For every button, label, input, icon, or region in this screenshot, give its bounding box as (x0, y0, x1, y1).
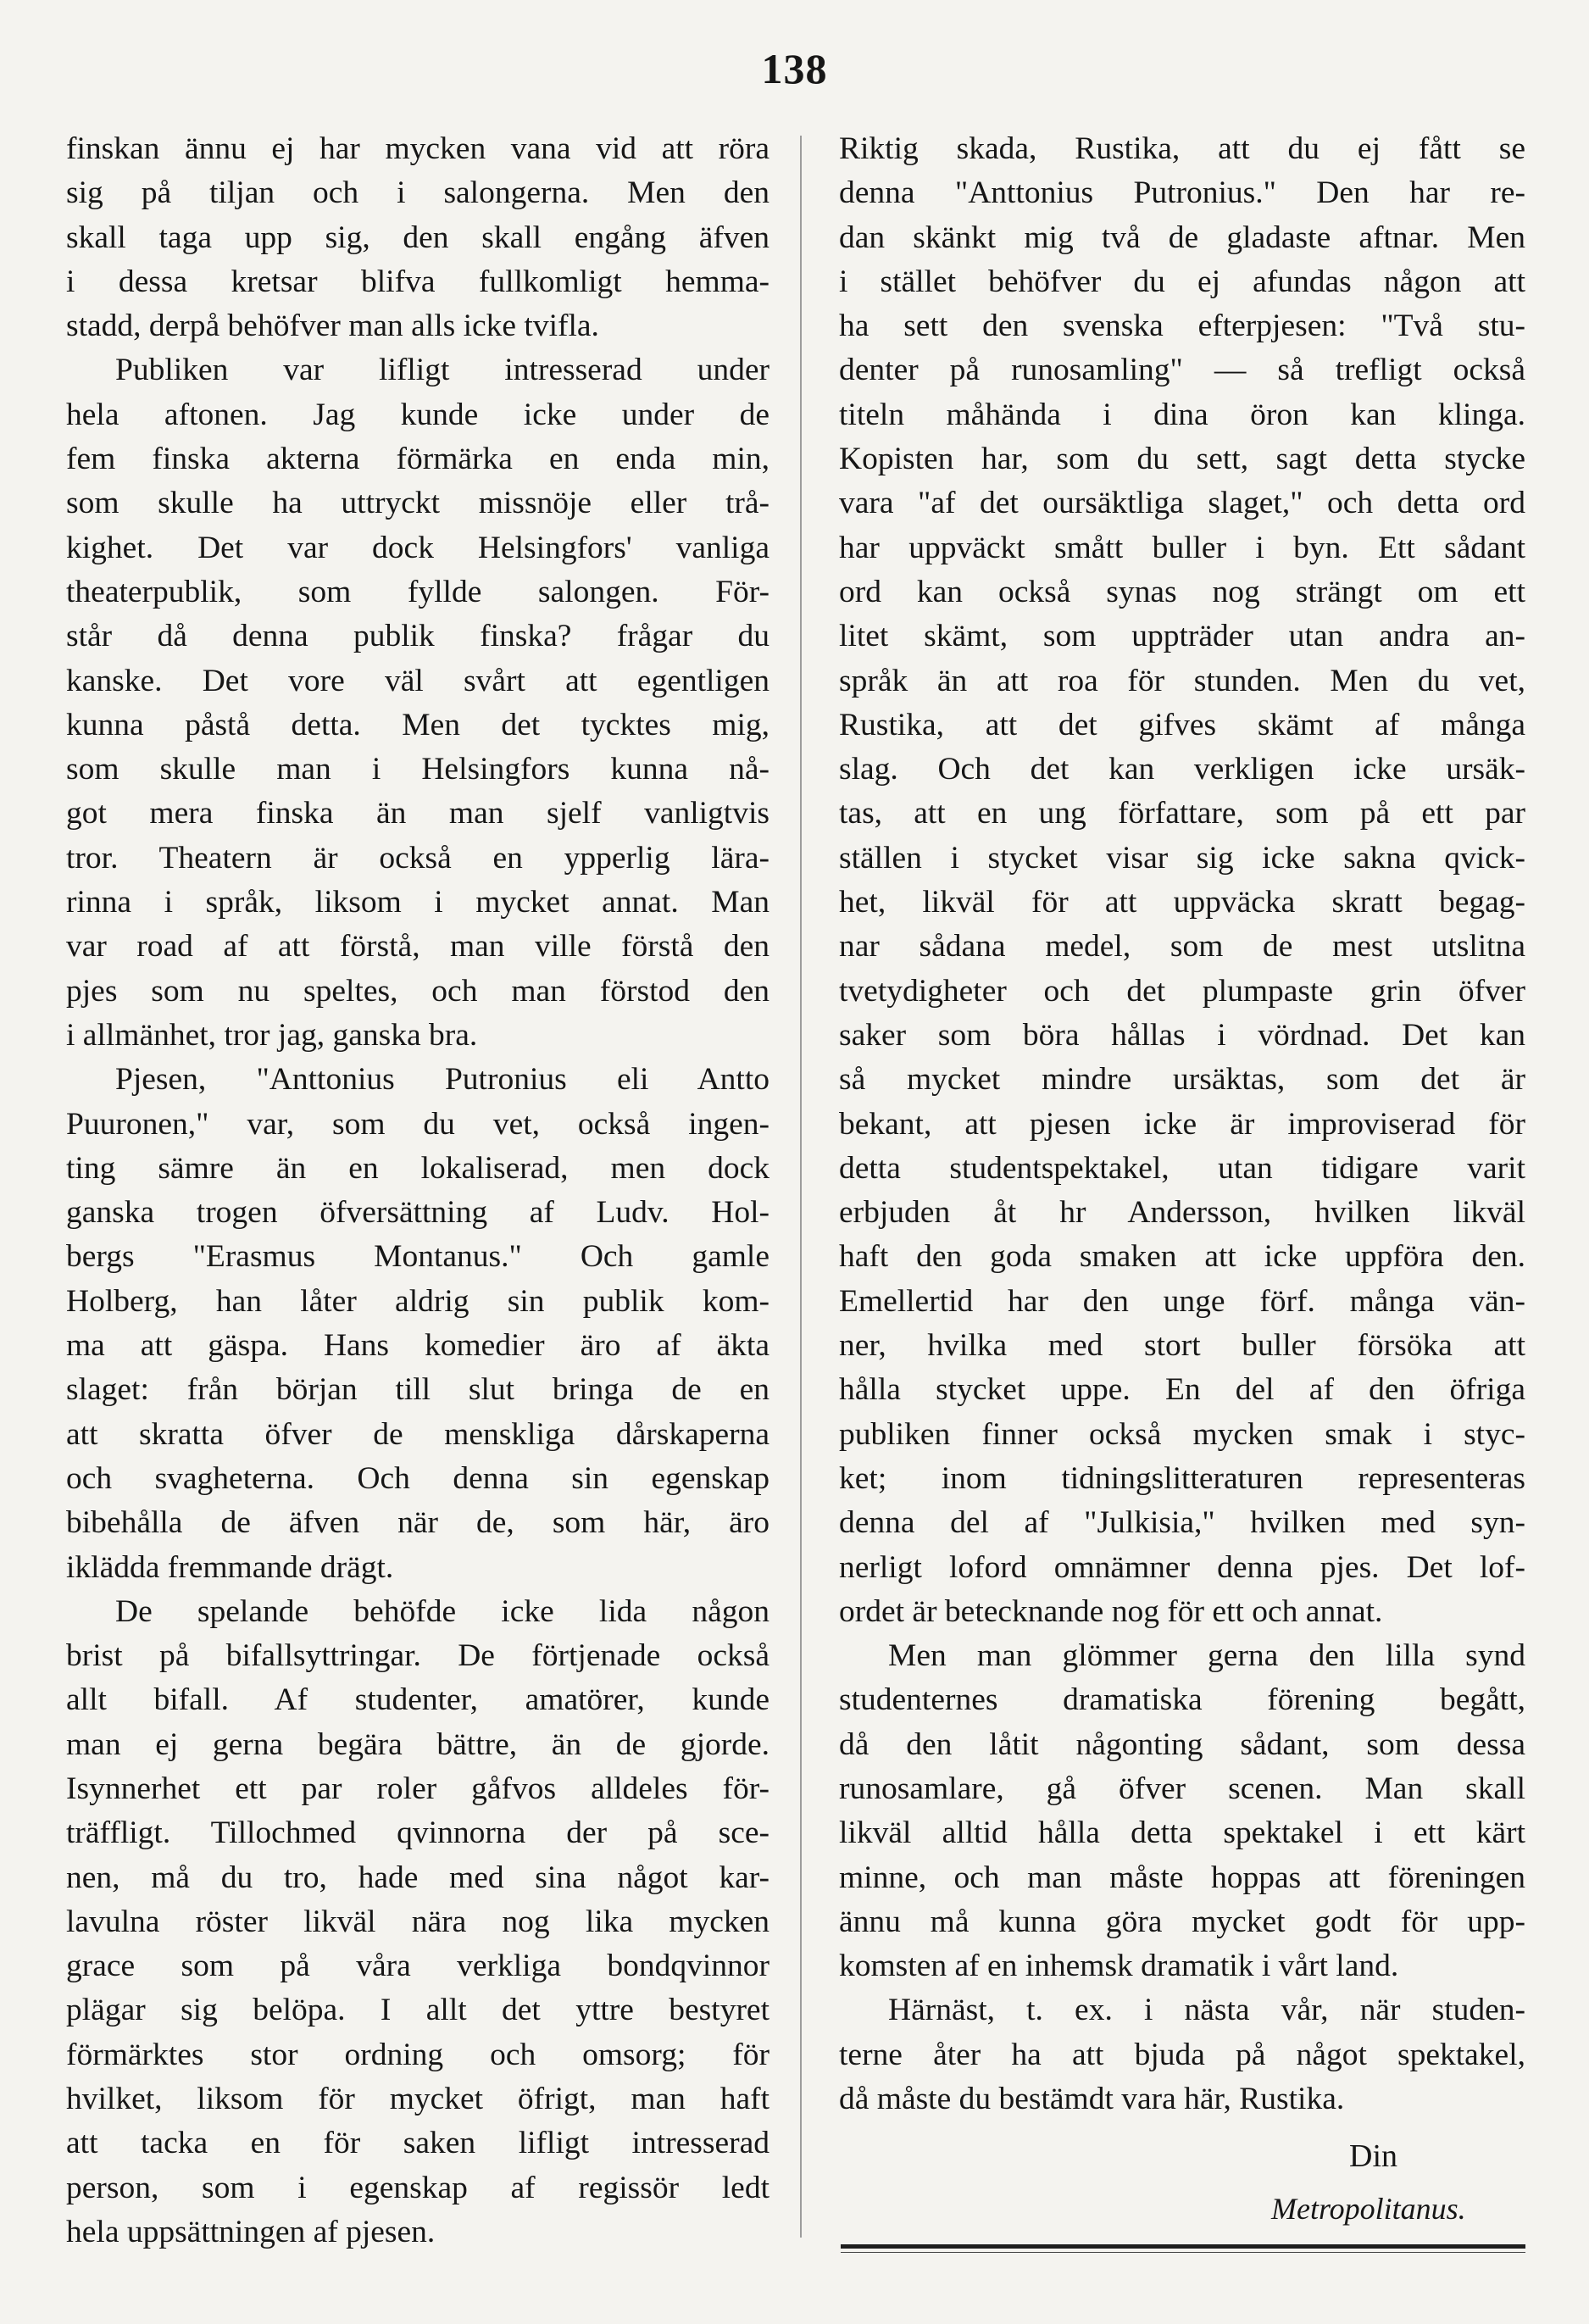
text-line: iklädda fremmande drägt. (66, 1549, 394, 1585)
text-line: likväl alltid hålla detta spektakel i ett kärt (839, 1815, 1525, 1851)
text-line: bergs "Erasmus Montanus." Och gamle (66, 1239, 769, 1275)
text-line: ordet är betecknande nog för ett och annat. (839, 1593, 1383, 1629)
text-line: hela uppsättningen af pjesen. (66, 2214, 436, 2249)
text-line: De spelande behöfde icke lida någon (115, 1593, 769, 1629)
text-line: som skulle ha uttryckt missnöje eller trå- (66, 486, 769, 521)
text-line: ma att gäspa. Hans komedier äro af äkta (66, 1328, 769, 1364)
text-line: publiken finner också mycken smak i styc- (839, 1416, 1525, 1452)
text-line: bibehålla de äfven när de, som här, äro (66, 1505, 769, 1541)
text-line: allt bifall. Af studenter, amatörer, kunde (66, 1682, 769, 1718)
text-line: tas, att en ung författare, som på ett par (839, 796, 1525, 831)
text-line: då den låtit någonting sådant, som dessa (839, 1726, 1525, 1762)
text-line: står då denna publik finska? frågar du (66, 619, 769, 654)
text-line: lavulna röster likväl nära nog lika mycken (66, 1904, 769, 1939)
text-line: hvilket, liksom för mycket öfrigt, man haft (66, 2082, 769, 2117)
text-line: titeln måhända i dina öron kan klinga. (839, 397, 1525, 432)
text-line: detta studentspektakel, utan tidigare varit (839, 1150, 1525, 1186)
text-line: kighet. Det var dock Helsingfors' vanliga (66, 530, 769, 565)
text-line: Publiken var lifligt intresserad under (115, 353, 769, 388)
column-divider (800, 136, 802, 2238)
text-line: hela aftonen. Jag kunde icke under de (66, 397, 769, 432)
left-text-column (66, 127, 769, 2255)
signature-salutation: Din (1349, 2138, 1397, 2174)
page-number: 138 (761, 45, 828, 92)
text-line: att skratta öfver de menskliga dårskaperna (66, 1416, 769, 1452)
text-line: erbjuden åt hr Andersson, hvilken likväl (839, 1195, 1525, 1231)
text-line: studenternes dramatiska förening begått, (839, 1682, 1525, 1718)
text-line: sig på tiljan och i salongerna. Men den (66, 175, 769, 211)
text-line: i dessa kretsar blifva fullkomligt hemma- (66, 264, 769, 299)
text-line: ställen i stycket visar sig icke sakna qvick- (839, 840, 1525, 876)
text-line: runosamlare, gå öfver scenen. Man skall (839, 1771, 1525, 1806)
text-line: språk än att roa för stunden. Men du vet, (839, 663, 1525, 698)
text-line: grace som på våra verkliga bondqvinnor (66, 1949, 769, 1984)
text-line: person, som i egenskap af regissör ledt (66, 2170, 769, 2205)
text-line: got mera finska än man sjelf vanligtvis (66, 796, 769, 831)
text-line: tror. Theatern är också en ypperlig lära- (66, 840, 769, 876)
text-line: Holberg, han låter aldrig sin publik kom- (66, 1283, 769, 1319)
text-line: tvetydigheter och det plumpaste grin öfver (839, 973, 1525, 1009)
text-line: rinna i språk, liksom i mycket annat. Man (66, 885, 769, 920)
text-line: terne åter ha att bjuda på något spektakel, (839, 2037, 1525, 2072)
text-line: slag. Och det kan verkligen icke ursäk- (839, 752, 1525, 787)
text-line: Pjesen, "Anttonius Putronius eli Antto (115, 1062, 769, 1098)
text-line: kanske. Det vore väl svårt att egentligen (66, 663, 769, 698)
text-line: fem finska akterna förmärka en enda min, (66, 442, 769, 477)
text-line: brist på bifallsyttringar. De förtjenade också (66, 1638, 769, 1674)
text-line: vara "af det oursäktliga slaget," och detta ord (839, 486, 1525, 521)
text-line: nerligt loford omnämner denna pjes. Det lof- (839, 1549, 1525, 1585)
text-line: ännu må kunna göra mycket godt för upp- (839, 1904, 1525, 1939)
right-text-column (839, 127, 1525, 2121)
signature-name: Metropolitanus. (1271, 2192, 1466, 2226)
text-line: att tacka en för saken lifligt intresserad (66, 2126, 769, 2161)
text-line: har uppväckt smått buller i byn. Ett sådant (839, 530, 1525, 565)
text-line: var road af att förstå, man ville förstå den (66, 929, 769, 965)
text-line: då måste du bestämdt vara här, Rustika. (839, 2082, 1345, 2117)
text-line: Härnäst, t. ex. i nästa vår, när studen- (888, 1993, 1525, 2028)
text-line: Men man glömmer gerna den lilla synd (888, 1638, 1525, 1674)
text-line: och svagheterna. Och denna sin egenskap (66, 1460, 769, 1496)
text-line: Kopisten har, som du sett, sagt detta stycke (839, 442, 1525, 477)
text-line: plägar sig belöpa. I allt det yttre bestyret (66, 1993, 769, 2028)
text-line: denter på runosamling" — så trefligt också (839, 353, 1525, 388)
text-line: i stället behöfver du ej afundas någon att (839, 264, 1525, 299)
text-line: ha sett den svenska efterpjesen: "Två stu- (839, 309, 1525, 344)
text-line: träffligt. Tillochmed qvinnorna der på sce- (66, 1815, 769, 1851)
text-line: Emellertid har den unge förf. många vän- (839, 1283, 1525, 1319)
text-line: saker som böra hållas i vördnad. Det kan (839, 1017, 1525, 1053)
text-line: så mycket mindre ursäktas, som det är (839, 1062, 1525, 1098)
text-line: finskan ännu ej har mycken vana vid att röra (66, 131, 769, 166)
text-line: stadd, derpå behöfver man alls icke tvifla. (66, 309, 599, 344)
text-line: bekant, att pjesen icke är improviserad för (839, 1106, 1525, 1142)
text-line: ner, hvilka med stort buller försöka att (839, 1328, 1525, 1364)
text-line: minne, och man måste hoppas att föreningen (839, 1860, 1525, 1895)
text-line: ord kan också synas nog strängt om ett (839, 574, 1525, 609)
text-line: kunna påstå detta. Men det tycktes mig, (66, 707, 769, 742)
text-line: man ej gerna begära bättre, än de gjorde. (66, 1726, 769, 1762)
text-line: ganska trogen öfversättning af Ludv. Hol- (66, 1195, 769, 1231)
text-line: Riktig skada, Rustika, att du ej fått se (839, 131, 1525, 166)
text-line: komsten af en inhemsk dramatik i vårt land. (839, 1949, 1399, 1984)
text-line: skall taga upp sig, den skall engång äfven (66, 220, 769, 255)
text-line: i allmänhet, tror jag, ganska bra. (66, 1017, 478, 1053)
text-line: som skulle man i Helsingfors kunna nå- (66, 752, 769, 787)
text-line: denna "Anttonius Putronius." Den har re- (839, 175, 1525, 211)
text-line: nar sådana medel, som de mest utslitna (839, 929, 1525, 965)
text-line: förmärktes stor ordning och omsorg; för (66, 2037, 769, 2072)
text-line: haft den goda smaken att icke uppföra den. (839, 1239, 1525, 1275)
text-line: ket; inom tidningslitteraturen representeras (839, 1460, 1525, 1496)
text-line: slaget: från början till slut bringa de en (66, 1372, 769, 1408)
text-line: theaterpublik, som fyllde salongen. För- (66, 574, 769, 609)
text-line: Rustika, att det gifves skämt af många (839, 707, 1525, 742)
text-line: litet skämt, som uppträder utan andra an- (839, 619, 1525, 654)
text-line: ting sämre än en lokaliserad, men dock (66, 1150, 769, 1186)
text-line: denna del af "Julkisia," hvilken med syn- (839, 1505, 1525, 1541)
text-line: Puuronen," var, som du vet, också ingen- (66, 1106, 769, 1142)
text-line: Isynnerhet ett par roler gåfvos alldeles för- (66, 1771, 769, 1806)
text-line: nen, må du tro, hade med sina något kar- (66, 1860, 769, 1895)
text-line: dan skänkt mig två de gladaste aftnar. Men (839, 220, 1525, 255)
text-line: het, likväl för att uppväcka skratt begag- (839, 885, 1525, 920)
end-rule (841, 2244, 1525, 2255)
text-line: pjes som nu speltes, och man förstod den (66, 973, 769, 1009)
text-line: hålla stycket uppe. En del af den öfriga (839, 1372, 1525, 1408)
